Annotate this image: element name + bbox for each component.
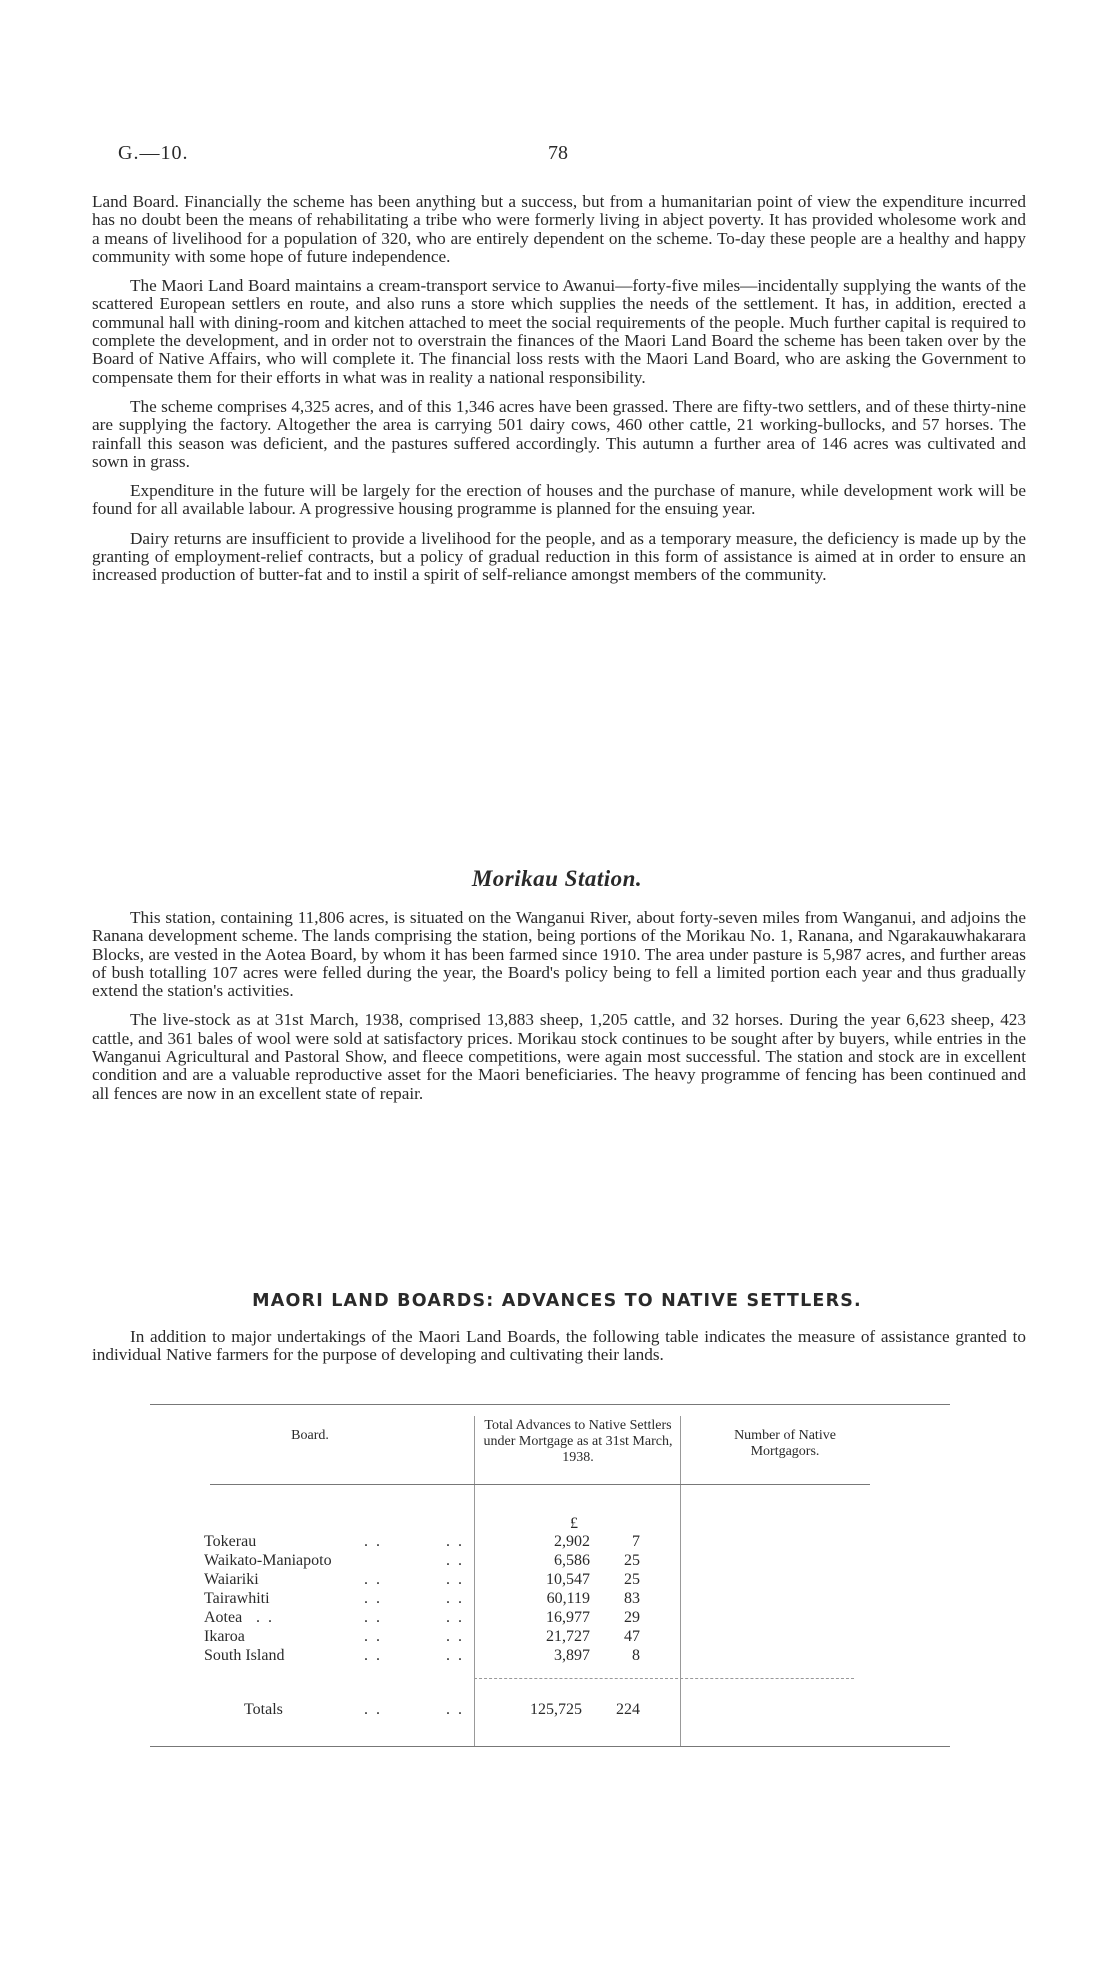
column-header-mortgagors: Number of Native Mortgagors. [734,1428,836,1459]
advances-value: 3,897 [554,1647,590,1664]
mortgagors-value: 8 [632,1647,640,1664]
morikau-section [92,909,1026,1103]
advances-value: 16,977 [546,1609,590,1626]
column-header-advances: Total Advances to Native Settlers under Mortgage as at 31st March, 1938. [483,1418,673,1465]
leader-dots: . . [364,1533,382,1550]
paragraph: Dairy returns are insufficient to provide a livelihood for the people, and as a temporary measure, the deficiency is made up by the granting of employment-relief contracts, but a policy of gradual reduction in this form of assistance is aimed at in order to ensure an increased production of butter-fat and to instil a spirit of self-reliance amongst members of the community. [92,528,1026,585]
board-name: South Island [204,1647,285,1664]
paragraph: This station, containing 11,806 acres, is situated on the Wanganui River, about forty-seven miles from Wanganui, and adjoins the Ranana development scheme. The lands comprising the station, being portions of the Morikau No. 1, Ranana, and Ngarakauwhakarara Blocks, are vested in the Aotea Board, by whom it has been farmed since 1910. The area under pasture is 5,987 acres, and further areas of bush totalling 107 acres were felled during the year, the Board's policy being to fell a limited portion each year and thus gradually extend the station's activities. [92,908,1026,1001]
page-header [118,142,1018,168]
leader-dots: . . [446,1609,464,1626]
advances-value: 60,119 [546,1590,590,1607]
totals-label: Totals [244,1701,283,1718]
leader-dots: . . [364,1609,382,1626]
intro-section [92,193,1026,585]
paragraph: In addition to major undertakings of the Maori Land Boards, the following table indicates the measure of assistance granted to individual Native farmers for the purpose of developing and cultivating their lands. [92,1327,1026,1365]
leader-dots: . . [446,1701,464,1718]
section-heading-advances: MAORI LAND BOARDS: ADVANCES TO NATIVE SETTLERS. [252,1291,862,1311]
advances-table [150,1404,950,1760]
leader-dots: . . [364,1628,382,1645]
subtotal-rule [474,1678,854,1679]
totals-mortgagors: 224 [616,1701,640,1718]
paragraph: The scheme comprises 4,325 acres, and of this 1,346 acres have been grassed. There are fifty-two settlers, and of these thirty-nine are supplying the factory. Altogether the area is carrying 501 dairy cows, 460 other cattle, 21 working-bullocks, and 57 horses. The rainfall this season was deficient, and the pastures suffered accordingly. This autumn a further area of 146 acres was cultivated and sown in grass. [92,396,1026,471]
paragraph: Expenditure in the future will be largely for the erection of houses and the purchase of manure, while development work will be found for all available labour. A progressive housing programme is planned for the ensuing year. [92,481,1026,519]
page-number: 78 [548,142,568,164]
leader-dots: . . [446,1552,464,1569]
mortgagors-value: 25 [624,1552,640,1569]
paragraph-text: The Maori Land Board maintains a cream-transport service to Awanui—forty-five miles—incidentally supplying the wants of the scattered European settlers en route, and also runs a store which supplies the needs of the settlement. It has, in addition, erected a communal hall with dining-room and kitchen attached to meet the social requirements of the people. Much further capital is required to complete the development, and in order not to overstrain the finances of the Maori Land Board the scheme has been taken over by the Board of Native Affairs, who will complete it. The financial loss rests with the Maori Land Board, who are asking the Government to compensate them for their efforts in what was in reality a national responsibility. [92,276,1026,387]
column-header-board: Board. [291,1428,329,1443]
totals-advances: 125,725 [530,1701,582,1718]
mortgagors-value: 83 [624,1590,640,1607]
board-name: Tokerau [204,1533,257,1550]
advances-value: 21,727 [546,1628,590,1645]
column-divider [680,1416,681,1746]
leader-dots: . . [446,1628,464,1645]
paragraph: The live-stock as at 31st March, 1938, comprised 13,883 sheep, 1,205 cattle, and 32 horses. During the year 6,623 sheep, 423 cattle, and 361 bales of wool were sold at satisfactory prices. Morikau stock continues to be sought after by buyers, while entries in the Wanganui Agricultural and Pastoral Show, and fleece competitions, were again most successful. The station and stock are in excellent condition and are a valuable reproductive asset for the Maori beneficiaries. The heavy programme of fencing has been continued and all fences are now in an excellent state of repair. [92,1010,1026,1103]
mortgagors-value: 25 [624,1571,640,1588]
leader-dots: . . [446,1590,464,1607]
leader-dots: . . [364,1647,382,1664]
leader-dots: . . [446,1533,464,1550]
leader-dots: . . [446,1647,464,1664]
table-bottom-rule [150,1746,950,1747]
section-heading-morikau: Morikau Station. [471,866,643,891]
advances-value: 10,547 [546,1571,590,1588]
currency-unit: £ [570,1515,578,1532]
board-name: Waiariki [204,1571,259,1588]
leader-dots: . . [256,1609,274,1626]
board-name: Aotea [204,1609,243,1626]
mortgagors-value: 47 [624,1628,640,1645]
board-name: Tairawhiti [204,1590,270,1607]
column-divider [474,1416,475,1746]
leader-dots: . . [364,1571,382,1588]
board-name: Ikaroa [204,1628,245,1645]
advances-intro [92,1328,1026,1365]
leader-dots: . . [364,1701,382,1718]
report-code: G.—10. [118,142,189,164]
leader-dots: . . [446,1571,464,1588]
advances-value: 2,902 [554,1533,590,1550]
board-name: Waikato-Maniapoto [204,1552,332,1569]
advances-value: 6,586 [554,1552,590,1569]
mortgagors-value: 7 [632,1533,640,1550]
paragraph [92,277,1026,387]
leader-dots: . . [364,1590,382,1607]
header-bottom-rule [210,1484,870,1485]
paragraph: Land Board. Financially the scheme has been anything but a success, but from a humanitarian point of view the expenditure incurred has no doubt been the means of rehabilitating a tribe who were formerly living in abject poverty. It has provided wholesome work and a means of livelihood for a population of 320, who are entirely dependent on the scheme. To-day these people are a healthy and happy community with some hope of future independence. [92,192,1026,266]
table-top-rule [150,1404,950,1405]
mortgagors-value: 29 [624,1609,640,1626]
